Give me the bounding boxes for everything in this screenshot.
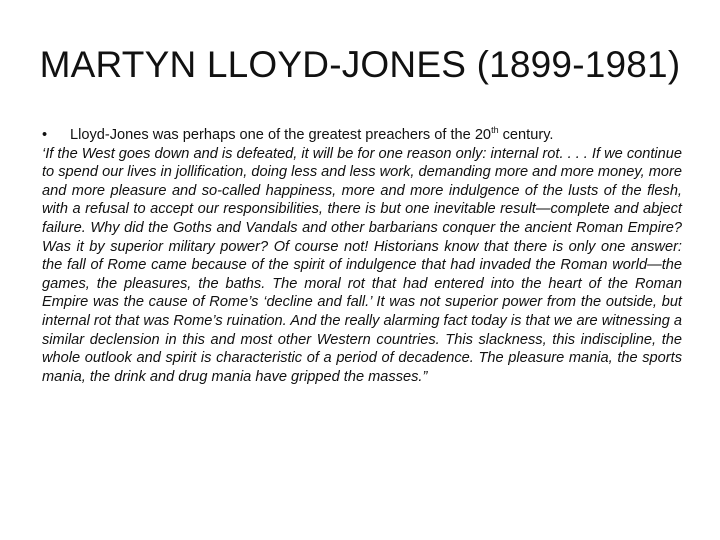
- slide-body: [42, 126, 682, 386]
- bullet-text-before: Lloyd-Jones was perhaps one of the greatest preachers of the 20: [70, 127, 492, 143]
- bullet-text: [70, 126, 553, 145]
- slide-title: MARTYN LLOYD-JONES (1899-1981): [39, 44, 681, 85]
- bullet-text-after: century.: [498, 127, 554, 143]
- bullet-item: [42, 126, 682, 145]
- bullet-superscript: th: [491, 125, 499, 136]
- bullet-icon: •: [42, 127, 48, 143]
- quote-paragraph: ‘If the West goes down and is defeated, it will be for one reason only: internal rot. . . . If we continue to spend our lives in jollification, doing less and less work, demanding more and more money, more and more pleasure and so-called happiness, more and more indulgence of the lusts of the flesh, with a refusal to accept our responsibilities, there is but one inevitable result—complete and abject failure. Why did the Goths and Vandals and other barbarians conquer the ancient Roman Empire? Was it by superior military power? Of course not! Historians know that there is only one answer: the fall of Rome came because of the spirit of indulgence that had invaded the Roman world—the games, the pleasures, the baths. The moral rot that had entered into the heart of the Roman Empire was the cause of Rome’s ‘decline and fall.’ It was not superior power from the outside, but internal rot that was Rome’s ruination. And the really alarming fact today is that we are witnessing a similar declension in this and most other Western countries. This slackness, this indiscipline, the whole outlook and spirit is characteristic of a period of decadence. The pleasure mania, the sports mania, the drink and drug mania have gripped the masses.”: [42, 145, 683, 385]
